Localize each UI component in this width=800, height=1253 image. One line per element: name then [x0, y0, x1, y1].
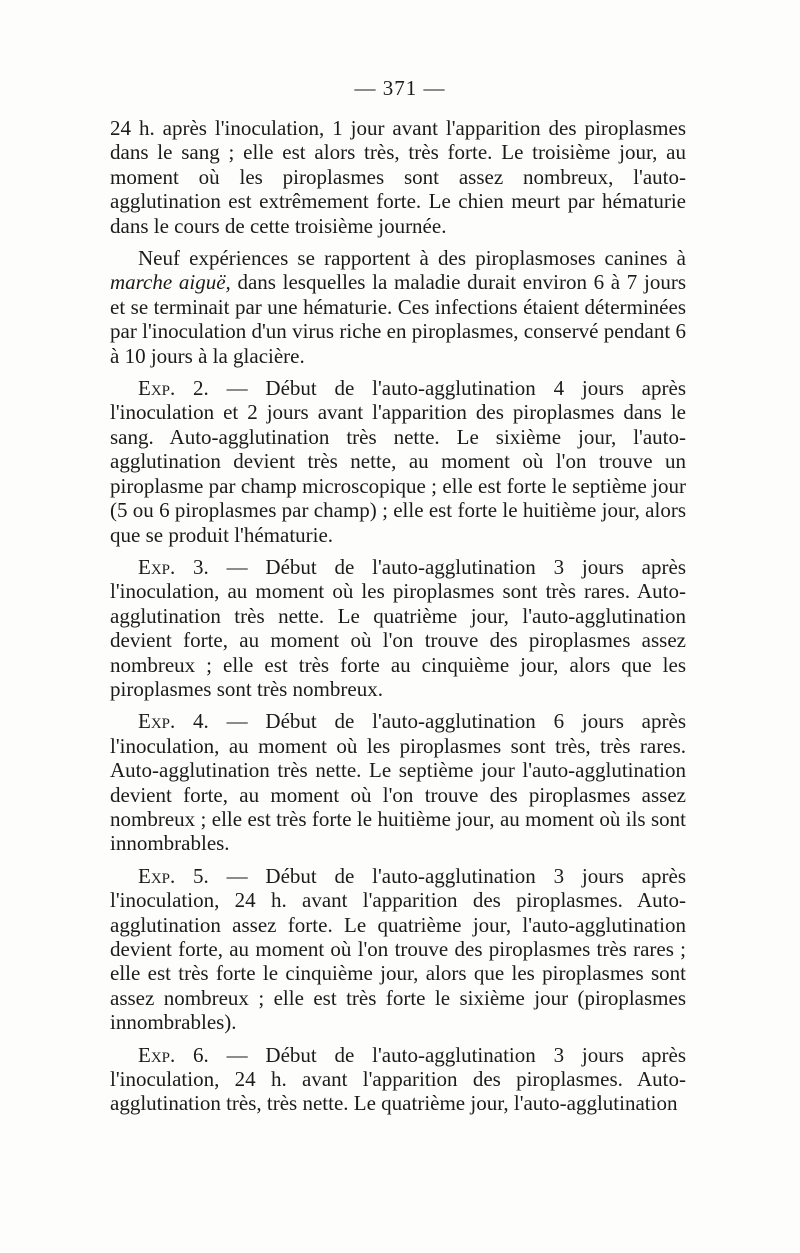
experiment-3: [110, 555, 686, 701]
paragraph-text-before: Neuf expériences se rapportent à des piroplasmoses canines à: [138, 246, 686, 271]
experiment-text: — Début de l'auto-agglutination 3 jours après l'inoculation, 24 h. avant l'apparition des piroplasmes. Auto-agglutination très, très nette. Le quatrième jour, l'auto-agglutination: [110, 1042, 686, 1116]
experiment-5: [110, 864, 686, 1035]
experiment-label: Exp. 5.: [138, 863, 209, 888]
body-text: [110, 116, 686, 1116]
paragraph-continued: [110, 116, 686, 238]
paragraph-text: 24 h. après l'inoculation, 1 jour avant l'apparition des piroplasmes dans le sang ; elle est alors très, très forte. Le troisième jour, au moment où les piroplasmes sont assez nombreux, l'auto-agglutination est extrêmement forte. Le chien meurt par hématurie dans le cours de cette troisième journée.: [110, 116, 686, 238]
experiment-label: Exp. 2.: [138, 376, 209, 401]
experiment-label: Exp. 4.: [138, 709, 209, 734]
experiment-text: — Début de l'auto-agglutination 6 jours après l'inoculation, au moment où les piroplasmes sont très, très rares. Auto-agglutination très nette. Le septième jour l'auto-agglutination devient forte, au moment où l'on trouve des piroplasmes assez nombreux ; elle est très forte le huitième jour, au moment où ils sont innombrables.: [110, 709, 686, 856]
page-number: — 371 —: [354, 76, 446, 100]
experiment-4: [110, 709, 686, 855]
experiment-6: [110, 1043, 686, 1116]
paragraph-text-after: dans lesquelles la maladie durait environ 6 à 7 jours et se terminait par une hématurie. Ces infections étaient déterminées par l'inoculation d'un virus riche en piroplasmes, conservé pendant 6 à 10 jours à la glacière.: [110, 270, 686, 368]
italic-emphasis: marche aiguë,: [110, 270, 231, 295]
experiment-text: — Début de l'auto-agglutination 4 jours après l'inoculation et 2 jours avant l'apparition des piroplasmes dans le sang. Auto-agglutination très nette. Le sixième jour, l'auto-agglutination devient très nette, au moment où l'on trouve un piroplasme par champ microscopique ; elle est forte le septième jour (5 ou 6 piroplasmes par champ) ; elle est forte le huitième jour, alors que se produit l'hématurie.: [110, 376, 686, 547]
experiment-label: Exp. 6.: [138, 1042, 209, 1067]
experiment-text: — Début de l'auto-agglutination 3 jours après l'inoculation, au moment où les piroplasmes sont très rares. Auto-agglutination très nette. Le quatrième jour, l'auto-agglutination devient forte, au moment où l'on trouve des piroplasmes assez nombreux ; elle est très forte au cinquième jour, alors que les piroplasmes sont très nombreux.: [110, 554, 686, 701]
paragraph-acute-cases: [110, 246, 686, 368]
experiment-text: — Début de l'auto-agglutination 3 jours après l'inoculation, 24 h. avant l'apparition des piroplasmes. Auto-agglutination assez forte. Le quatrième jour, l'auto-agglutination devient forte, au moment où l'on trouve des piroplasmes très rares ; elle est très forte le cinquième jour, alors que les piroplasmes sont assez nombreux ; elle est très forte le sixième jour (piroplasmes innombrables).: [110, 863, 686, 1035]
experiment-label: Exp. 3.: [138, 554, 209, 579]
experiment-2: [110, 376, 686, 547]
